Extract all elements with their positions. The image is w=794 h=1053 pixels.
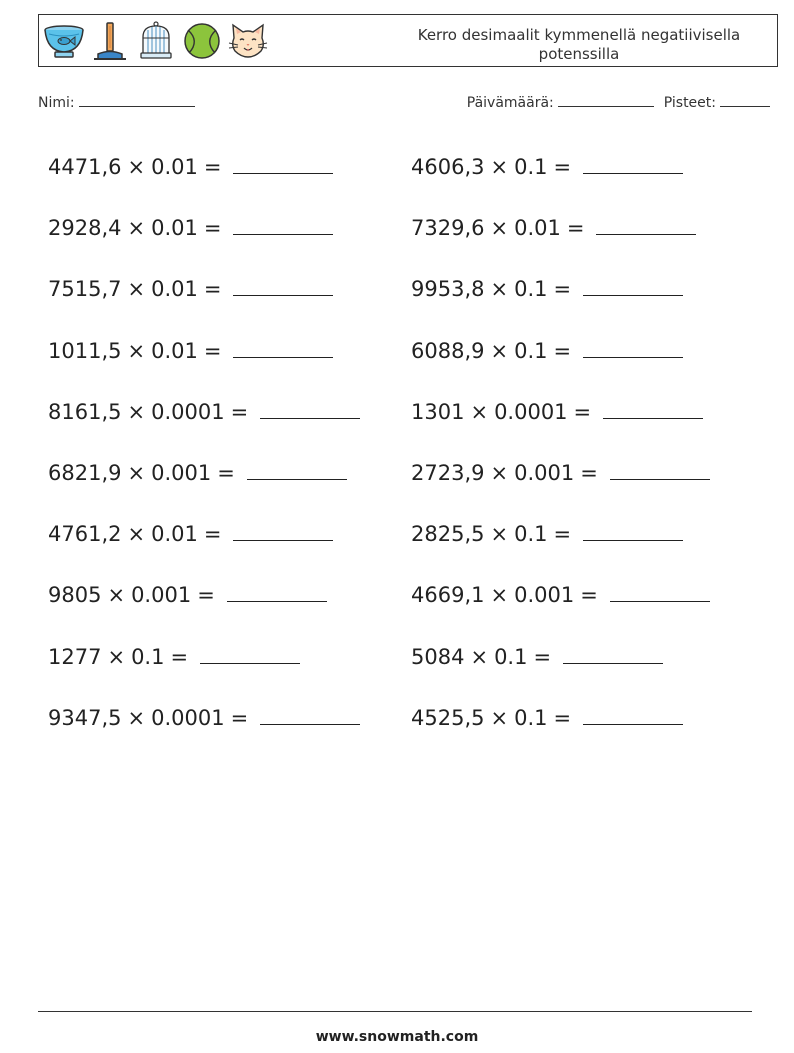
times-sign: × — [470, 645, 489, 669]
problem-row — [411, 644, 663, 670]
operand-b: 0.001 — [514, 583, 575, 607]
equals-sign: = — [553, 522, 572, 546]
equals-sign: = — [197, 583, 215, 607]
times-sign: × — [490, 461, 509, 485]
equals-sign: = — [553, 277, 572, 301]
answer-blank[interactable] — [233, 277, 333, 296]
answer-blank[interactable] — [260, 706, 360, 725]
problem-row — [411, 215, 696, 241]
worksheet-title: Kerro desimaalit kymmenellä negatiivisella potenssilla — [417, 26, 741, 63]
footer-divider — [38, 1011, 752, 1012]
answer-blank[interactable] — [200, 645, 300, 664]
name-label: Nimi: — [38, 95, 75, 111]
problem-row — [411, 399, 703, 425]
score-blank[interactable] — [720, 94, 770, 107]
equals-sign: = — [230, 706, 249, 730]
operand-b: 0.01 — [151, 155, 198, 179]
times-sign: × — [127, 277, 146, 301]
operand-b: 0.1 — [494, 645, 528, 669]
tennis-ball-icon — [181, 21, 223, 61]
name-blank[interactable] — [79, 94, 195, 107]
problem-row — [411, 154, 683, 180]
answer-blank[interactable] — [583, 706, 683, 725]
problem-row — [48, 338, 333, 364]
equals-sign: = — [203, 216, 222, 240]
operand-a: 4761,2 — [48, 522, 122, 546]
answer-blank[interactable] — [583, 339, 683, 358]
times-sign: × — [107, 645, 126, 669]
times-sign: × — [490, 706, 509, 730]
plunger-icon — [89, 21, 131, 61]
problem-row — [48, 582, 327, 608]
times-sign: × — [490, 277, 509, 301]
times-sign: × — [127, 706, 146, 730]
operand-a: 2928,4 — [48, 216, 122, 240]
answer-blank[interactable] — [247, 461, 347, 480]
answer-blank[interactable] — [233, 339, 333, 358]
times-sign: × — [107, 583, 126, 607]
answer-blank[interactable] — [610, 461, 710, 480]
operand-a: 6821,9 — [48, 461, 122, 485]
operand-b: 0.01 — [151, 277, 198, 301]
operand-b: 0.1 — [514, 522, 548, 546]
problem-row — [411, 338, 683, 364]
times-sign: × — [127, 522, 146, 546]
problem-row — [48, 276, 333, 302]
operand-a: 1011,5 — [48, 339, 122, 363]
answer-blank[interactable] — [603, 400, 703, 419]
equals-sign: = — [553, 706, 572, 730]
operand-a: 7329,6 — [411, 216, 485, 240]
times-sign: × — [127, 400, 146, 424]
operand-a: 2723,9 — [411, 461, 485, 485]
times-sign: × — [470, 400, 489, 424]
times-sign: × — [490, 339, 509, 363]
equals-sign: = — [170, 645, 189, 669]
operand-b: 0.1 — [514, 706, 548, 730]
equals-sign: = — [580, 461, 598, 485]
operand-a: 8161,5 — [48, 400, 122, 424]
problem-row — [48, 644, 300, 670]
operand-b: 0.0001 — [494, 400, 568, 424]
times-sign: × — [490, 522, 509, 546]
operand-b: 0.001 — [514, 461, 575, 485]
times-sign: × — [127, 461, 146, 485]
answer-blank[interactable] — [227, 583, 327, 602]
operand-a: 2825,5 — [411, 522, 485, 546]
times-sign: × — [490, 216, 509, 240]
problem-row — [411, 276, 683, 302]
operand-a: 9953,8 — [411, 277, 485, 301]
operand-b: 0.0001 — [151, 706, 225, 730]
date-blank[interactable] — [558, 94, 654, 107]
answer-blank[interactable] — [233, 216, 333, 235]
equals-sign: = — [203, 277, 222, 301]
operand-a: 5084 — [411, 645, 465, 669]
problem-row — [411, 521, 683, 547]
answer-blank[interactable] — [233, 155, 333, 174]
worksheet-header — [38, 14, 778, 67]
problem-row — [411, 705, 683, 731]
name-field — [38, 94, 195, 111]
problem-row — [48, 215, 333, 241]
equals-sign: = — [203, 155, 222, 179]
times-sign: × — [127, 339, 146, 363]
times-sign: × — [490, 155, 509, 179]
operand-a: 9805 — [48, 583, 102, 607]
operand-b: 0.01 — [151, 216, 198, 240]
problem-row — [48, 399, 360, 425]
problem-row — [411, 460, 710, 486]
equals-sign: = — [203, 522, 222, 546]
problem-row — [48, 521, 333, 547]
operand-b: 0.1 — [514, 339, 548, 363]
equals-sign: = — [533, 645, 552, 669]
answer-blank[interactable] — [583, 277, 683, 296]
operand-b: 0.01 — [514, 216, 561, 240]
score-label: Pisteet: — [663, 95, 716, 111]
operand-b: 0.1 — [514, 155, 548, 179]
equals-sign: = — [573, 400, 592, 424]
answer-blank[interactable] — [233, 522, 333, 541]
operand-a: 1301 — [411, 400, 465, 424]
operand-b: 0.1 — [131, 645, 165, 669]
operand-a: 4471,6 — [48, 155, 122, 179]
equals-sign: = — [553, 339, 572, 363]
operand-a: 7515,7 — [48, 277, 122, 301]
problem-row — [411, 582, 710, 608]
problem-row — [48, 460, 347, 486]
footer-url: www.snowmath.com — [315, 1029, 479, 1045]
operand-b: 0.01 — [151, 522, 198, 546]
fishbowl-icon — [43, 21, 85, 61]
header-icons — [43, 21, 269, 61]
operand-a: 4669,1 — [411, 583, 485, 607]
operand-b: 0.001 — [131, 583, 192, 607]
equals-sign: = — [553, 155, 572, 179]
operand-b: 0.0001 — [151, 400, 225, 424]
operand-a: 9347,5 — [48, 706, 122, 730]
cat-face-icon — [227, 21, 269, 61]
operand-a: 4606,3 — [411, 155, 485, 179]
equals-sign: = — [566, 216, 585, 240]
operand-a: 4525,5 — [411, 706, 485, 730]
equals-sign: = — [203, 339, 222, 363]
operand-b: 0.1 — [514, 277, 548, 301]
operand-a: 1277 — [48, 645, 102, 669]
answer-blank[interactable] — [260, 400, 360, 419]
answer-blank[interactable] — [583, 155, 683, 174]
problem-row — [48, 154, 333, 180]
equals-sign: = — [217, 461, 235, 485]
birdcage-icon — [135, 21, 177, 61]
times-sign: × — [490, 583, 509, 607]
operand-b: 0.001 — [151, 461, 212, 485]
times-sign: × — [127, 155, 146, 179]
answer-blank[interactable] — [563, 645, 663, 664]
operand-b: 0.01 — [151, 339, 198, 363]
answer-blank[interactable] — [583, 522, 683, 541]
times-sign: × — [127, 216, 146, 240]
date-score-fields — [467, 94, 770, 111]
answer-blank[interactable] — [610, 583, 710, 602]
equals-sign: = — [230, 400, 249, 424]
date-label: Päivämäärä: — [466, 95, 554, 111]
answer-blank[interactable] — [596, 216, 696, 235]
operand-a: 6088,9 — [411, 339, 485, 363]
equals-sign: = — [580, 583, 598, 607]
problem-row — [48, 705, 360, 731]
